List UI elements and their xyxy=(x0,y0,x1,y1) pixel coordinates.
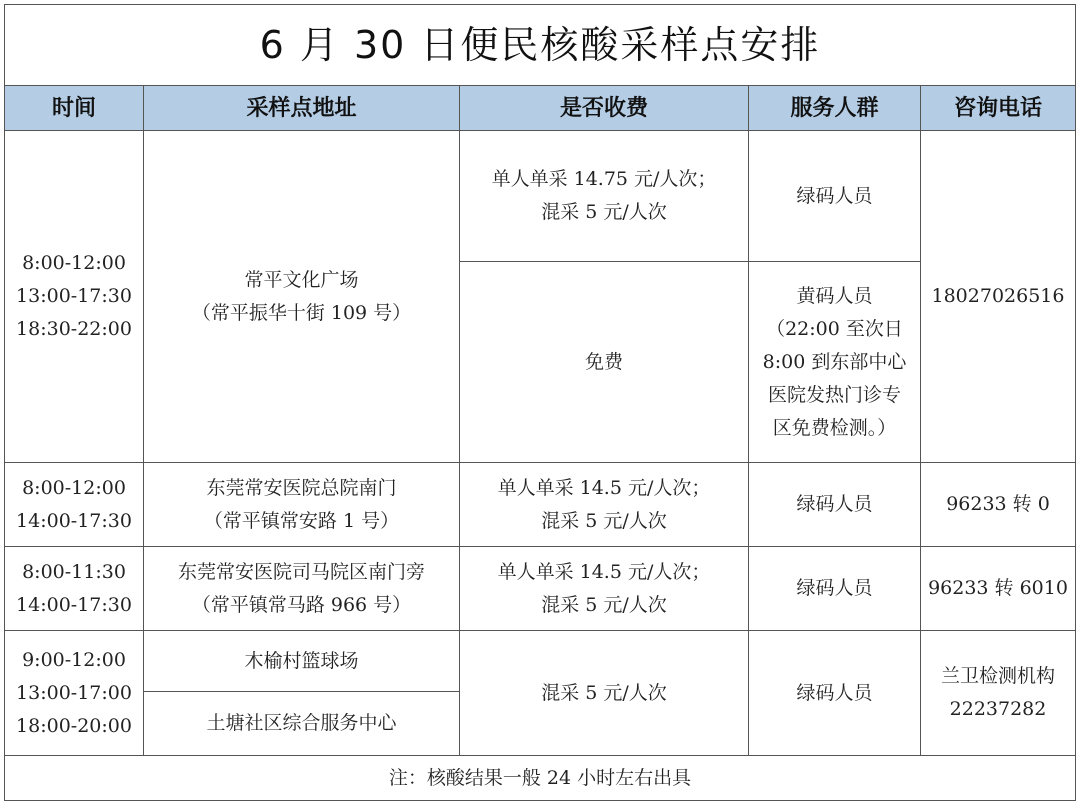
row2-address-cell xyxy=(144,463,460,547)
page-title: 6 月 30 日便民核酸采样点安排 xyxy=(5,5,1076,86)
row4-time-cell xyxy=(5,631,144,756)
address-line: （常平镇常马路 966 号） xyxy=(191,593,412,616)
address-line: （常平振华十街 109 号） xyxy=(191,301,412,324)
row1-fee-cell-b xyxy=(460,262,749,463)
header-address: 采样点地址 xyxy=(144,86,460,131)
address-line: （常平镇常安路 1 号） xyxy=(203,509,400,532)
group-line: 绿码人员 xyxy=(796,184,873,207)
time-line: 8:00-12:00 xyxy=(22,476,126,499)
group-line: 绿码人员 xyxy=(796,493,873,515)
time-line: 18:30-22:00 xyxy=(16,318,132,340)
schedule-table-wrapper xyxy=(4,4,1075,805)
row1-time-cell xyxy=(5,131,144,463)
time-line: 8:00-12:00 xyxy=(22,252,126,274)
address-line: 土塘社区综合服务中心 xyxy=(206,712,397,734)
phone-line: 96233 转 6010 xyxy=(928,577,1068,599)
time-line: 13:00-17:30 xyxy=(16,285,132,307)
row1-address-cell xyxy=(144,131,460,463)
group-line: 医院发热门诊专 xyxy=(767,383,901,406)
fee-line: 单人单采 14.5 元/人次； xyxy=(497,476,711,499)
row1-fee-cell-a xyxy=(460,131,749,262)
footnote: 注：核酸结果一般 24 小时左右出具 xyxy=(5,756,1076,801)
row4-address-cell-a xyxy=(144,631,460,692)
address-line: 常平文化广场 xyxy=(244,268,359,291)
row1-group-cell-a xyxy=(749,131,921,262)
time-line: 13:00-17:00 xyxy=(16,681,132,704)
address-line: 木榆村篮球场 xyxy=(244,649,359,672)
phone-line: 96233 转 0 xyxy=(946,493,1050,515)
phone-line: 18027026516 xyxy=(931,285,1065,307)
fee-line: 混采 5 元/人次 xyxy=(541,201,667,223)
group-line: 黄码人员 xyxy=(796,284,873,307)
phone-line: 22237282 xyxy=(949,698,1047,720)
group-line: 绿码人员 xyxy=(796,577,873,599)
fee-line: 混采 5 元/人次 xyxy=(541,509,667,532)
row2-phone-cell xyxy=(921,463,1076,547)
address-line: 东莞常安医院司马院区南门旁 xyxy=(177,560,425,583)
time-line: 9:00-12:00 xyxy=(22,648,126,671)
group-line: 8:00 到东部中心 xyxy=(762,350,907,373)
row2-group-cell xyxy=(749,463,921,547)
row4-fee-cell xyxy=(460,631,749,756)
group-line: 区免费检测。） xyxy=(772,416,897,439)
time-line: 14:00-17:30 xyxy=(16,509,132,532)
time-line: 18:00-20:00 xyxy=(16,714,132,737)
row3-phone-cell xyxy=(921,547,1076,631)
time-line: 8:00-11:30 xyxy=(22,560,126,583)
schedule-table xyxy=(4,4,1076,801)
time-line: 14:00-17:30 xyxy=(16,593,132,616)
group-line: 绿码人员 xyxy=(796,681,873,704)
fee-line: 混采 5 元/人次 xyxy=(541,593,667,616)
header-phone: 咨询电话 xyxy=(921,86,1076,131)
header-time: 时间 xyxy=(5,86,144,131)
group-line: （22:00 至次日 xyxy=(766,317,903,340)
row4-group-cell xyxy=(749,631,921,756)
row1-phone-cell xyxy=(921,131,1076,463)
row4-address-cell-b xyxy=(144,692,460,756)
row1-group-cell-b xyxy=(749,262,921,463)
row3-group-cell xyxy=(749,547,921,631)
row3-address-cell xyxy=(144,547,460,631)
fee-line: 单人单采 14.5 元/人次； xyxy=(497,560,711,583)
phone-line: 兰卫检测机构 xyxy=(940,665,1055,687)
row2-time-cell xyxy=(5,463,144,547)
address-line: 东莞常安医院总院南门 xyxy=(206,476,397,499)
header-group: 服务人群 xyxy=(749,86,921,131)
row2-fee-cell xyxy=(460,463,749,547)
fee-line: 混采 5 元/人次 xyxy=(541,681,667,704)
row4-phone-cell xyxy=(921,631,1076,756)
row3-fee-cell xyxy=(460,547,749,631)
fee-line: 单人单采 14.75 元/人次； xyxy=(491,168,717,190)
row3-time-cell xyxy=(5,547,144,631)
fee-line: 免费 xyxy=(584,350,623,373)
header-fee: 是否收费 xyxy=(460,86,749,131)
